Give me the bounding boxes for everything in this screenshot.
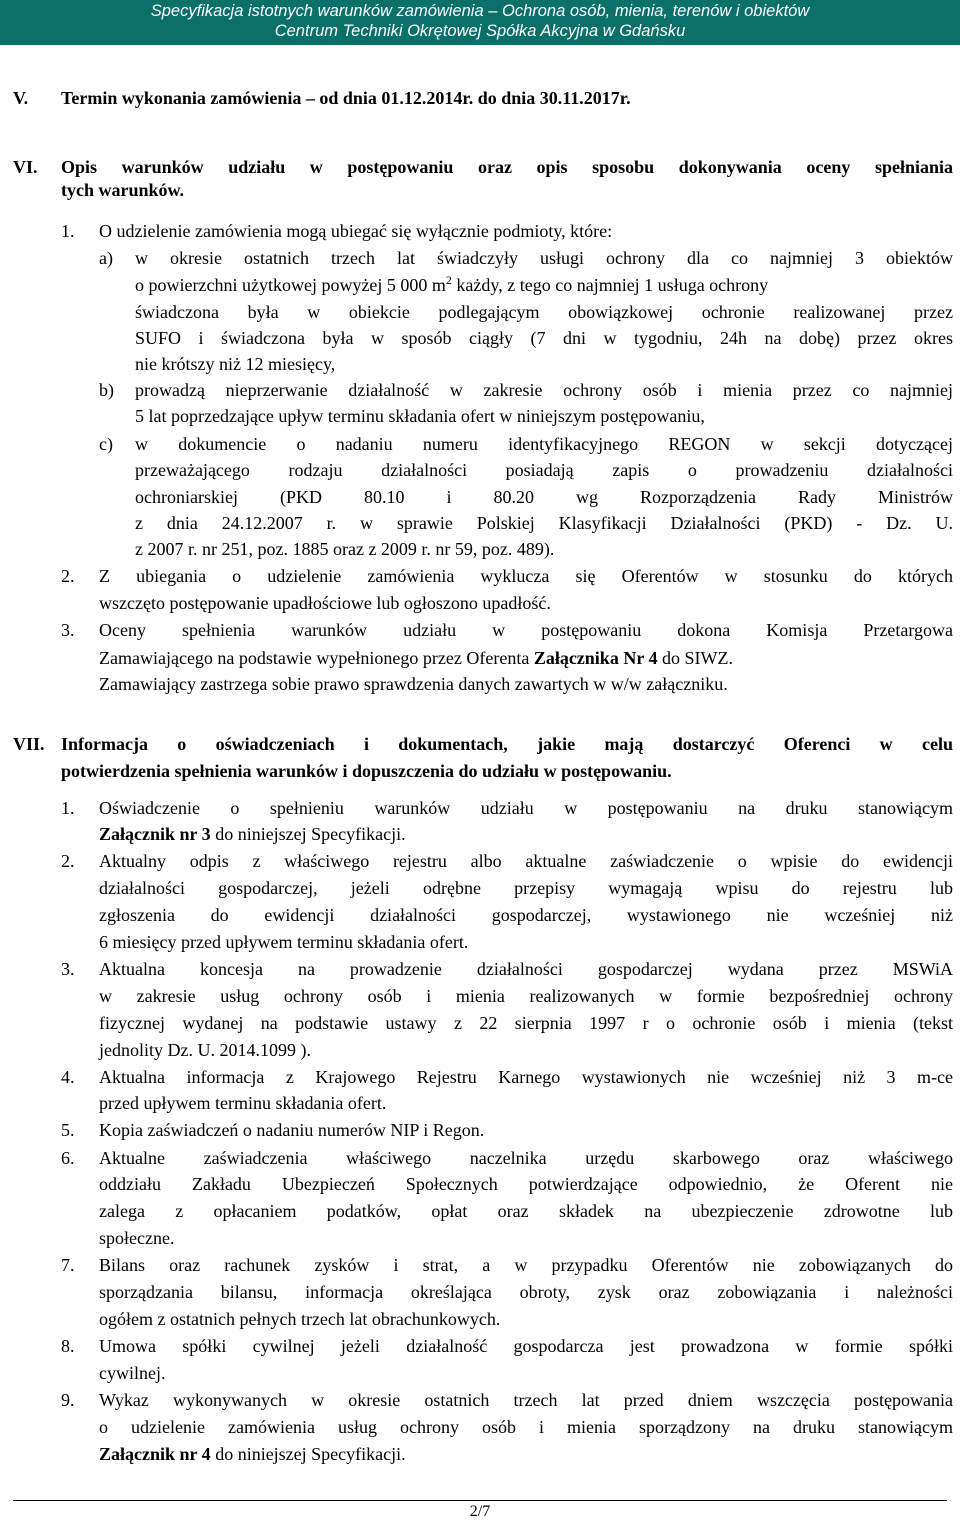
s6-item-1-text: O udzielenie zamówienia mogą ubiegać się wyłącznie podmioty, które: — [99, 221, 613, 241]
s6-item-1-number: 1. — [61, 221, 75, 241]
s6-item-1b-line-2: 5 lat poprzedzające upływ terminu składania ofert w niniejszym postępowaniu, — [135, 406, 705, 426]
s7-item-2-line-2: działalności gospodarczej, jeżeli odrębne przepisy wymagają wpisu do rejestru lub — [99, 878, 953, 898]
section-6-number: VI. — [13, 157, 38, 177]
section-6-title-line-1: Opis warunków udziału w postępowaniu oraz opis sposobu dokonywania oceny spełniania — [61, 157, 953, 177]
s7-item-9-line-2: o udzielenie zamówienia usług ochrony osób i mienia sporządzony na druku stanowiącym — [99, 1417, 953, 1437]
s6-item-1a-line-2-part-1: o powierzchni użytkowej powyżej 5 000 m — [135, 275, 446, 295]
s6-item-1c-line-2: przeważającego rodzaju działalności posiadają zapis o prowadzeniu działalności — [135, 460, 953, 480]
s7-item-4-number: 4. — [61, 1067, 75, 1087]
s6-item-3-line-2-part-1: Zamawiającego na podstawie wypełnionego przez Oferenta — [99, 648, 534, 668]
s7-item-3-number: 3. — [61, 959, 75, 979]
s7-item-2-line-3: zgłoszenia do ewidencji działalności gospodarczej, wystawionego nie wcześniej niż — [99, 905, 953, 925]
attachment-4-reference: Załącznika Nr 4 — [533, 648, 658, 668]
s6-item-1c-line-1: w dokumencie o nadaniu numeru identyfikacyjnego REGON w sekcji dotyczącej — [135, 434, 953, 454]
s7-item-2-line-4: 6 miesięcy przed upływem terminu składania ofert. — [99, 932, 469, 952]
s7-item-1-line-2-part-2: do niniejszej Specyfikacji. — [210, 824, 406, 844]
s6-item-1c-line-4: z dnia 24.12.2007 r. w sprawie Polskiej Klasyfikacji Działalności (PKD) - Dz. U. — [135, 513, 953, 533]
superscript-2: 2 — [445, 273, 452, 287]
s7-item-4-line-2: przed upływem terminu składania ofert. — [99, 1093, 387, 1113]
s7-item-1-number: 1. — [61, 798, 75, 818]
s7-item-5-number: 5. — [61, 1120, 75, 1140]
s6-item-1a-label: a) — [99, 248, 113, 268]
s6-item-1c-line-5: z 2007 r. nr 251, poz. 1885 oraz z 2009 r. nr 59, poz. 489). — [135, 539, 555, 559]
s7-item-9-line-1: Wykaz wykonywanych w okresie ostatnich trzech lat przed dniem wszczęcia postępowania — [99, 1390, 953, 1410]
s7-item-6-line-2: oddziału Zakładu Ubezpieczeń Społecznych potwierdzające odpowiednio, że Oferent nie — [99, 1174, 953, 1194]
s6-item-1a-line-5: nie krótszy niż 12 miesięcy, — [135, 354, 336, 374]
s6-item-3-line-2-part-3: do SIWZ. — [657, 648, 733, 668]
s6-item-2-number: 2. — [61, 566, 75, 586]
s7-item-3-line-3: fizycznej wydanej na podstawie ustawy z 22 sierpnia 1997 r o ochronie osób i mienia (tekst — [99, 1013, 953, 1033]
s7-item-3-line-4: jednolity Dz. U. 2014.1099 ). — [99, 1040, 311, 1060]
s6-item-2-line-1: Z ubiegania o udzielenie zamówienia wyklucza się Oferentów w stosunku do których — [99, 566, 953, 586]
s7-item-2-line-1: Aktualny odpis z właściwego rejestru albo aktualne zaświadczenie o wpisie do ewidencji — [99, 851, 953, 871]
section-7-title-line-2: potwierdzenia spełnienia warunków i dopuszczenia do udziału w postępowaniu. — [61, 761, 672, 781]
s7-item-9-line-3 — [99, 1441, 406, 1467]
s6-item-3-line-2 — [99, 645, 733, 671]
s6-item-1a-line-4: SUFO i świadczona była w sposób ciągły (7 dni w tygodniu, 24h na dobę) przez okres — [135, 328, 953, 348]
header-line-2: Centrum Techniki Okrętowej Spółka Akcyjna w Gdańsku — [274, 22, 686, 40]
s6-item-2-line-2: wszczęto postępowanie upadłościowe lub ogłoszono upadłość. — [99, 593, 551, 613]
s6-item-1a-line-1: w okresie ostatnich trzech lat świadczyły usługi ochrony dla co najmniej 3 obiektów — [135, 248, 953, 268]
s6-item-1c-line-3: ochroniarskiej (PKD 80.10 i 80.20 wg Rozporządzenia Rady Ministrów — [135, 487, 953, 507]
section-6-title-line-2: tych warunków. — [61, 180, 185, 200]
s7-item-6-line-4: społeczne. — [99, 1228, 175, 1248]
s7-item-1-line-1: Oświadczenie o spełnieniu warunków udziału w postępowaniu na druku stanowiącym — [99, 798, 953, 818]
s6-item-3-number: 3. — [61, 620, 75, 640]
s7-item-7-line-1: Bilans oraz rachunek zysków i strat, a w przypadku Oferentów nie zobowiązanych do — [99, 1255, 953, 1275]
s6-item-1a-line-3: świadczona była w obiekcie podlegającym obowiązkowej ochronie realizowanej przez — [135, 302, 953, 322]
s7-item-6-line-3: zalega z opłacaniem podatków, opłat oraz składek na ubezpieczenie zdrowotne lub — [99, 1201, 953, 1221]
s6-item-3-line-3: Zamawiający zastrzega sobie prawo sprawdzenia danych zawartych w w/w załączniku. — [99, 674, 728, 694]
s7-item-8-line-1: Umowa spółki cywilnej jeżeli działalność gospodarcza jest prowadzona w formie spółki — [99, 1336, 953, 1356]
s7-item-9-line-3-part-2: do niniejszej Specyfikacji. — [210, 1444, 406, 1464]
s6-item-1b-line-1: prowadzą nieprzerwanie działalność w zakresie ochrony osób i mienia przez co najmniej — [135, 380, 953, 400]
s7-item-6-number: 6. — [61, 1148, 75, 1168]
s7-item-5-line-1: Kopia zaświadczeń o nadaniu numerów NIP i Regon. — [99, 1120, 485, 1140]
header-line-1: Specyfikacja istotnych warunków zamówienia – Ochrona osób, mienia, terenów i obiektów — [150, 2, 810, 20]
document-header — [0, 0, 960, 45]
s7-item-8-line-2: cywilnej. — [99, 1363, 166, 1383]
s7-item-6-line-1: Aktualne zaświadczenia właściwego naczelnika urzędu skarbowego oraz właściwego — [99, 1148, 953, 1168]
s7-item-3-line-2: w zakresie usług ochrony osób i mienia realizowanych w formie bezpośredniej ochrony — [99, 986, 953, 1006]
s7-item-3-line-1: Aktualna koncesja na prowadzenie działalności gospodarczej wydana przez MSWiA — [99, 959, 953, 979]
s7-item-8-number: 8. — [61, 1336, 75, 1356]
section-7-title-line-1: Informacja o oświadczeniach i dokumentach, jakie mają dostarczyć Oferenci w celu — [61, 734, 953, 754]
s6-item-3-line-1: Oceny spełnienia warunków udziału w postępowaniu dokona Komisja Przetargowa — [99, 620, 953, 640]
section-5-number: V. — [13, 88, 29, 108]
page-number: 2/7 — [469, 1503, 491, 1520]
section-7-number: VII. — [13, 734, 45, 754]
s7-item-7-number: 7. — [61, 1255, 75, 1275]
s7-item-1-line-2 — [99, 821, 406, 847]
s7-item-7-line-3: ogółem z ostatnich pełnych trzech lat obrachunkowych. — [99, 1309, 501, 1329]
s7-item-4-line-1: Aktualna informacja z Krajowego Rejestru Karnego wystawionych nie wcześniej niż 3 m-ce — [99, 1067, 953, 1087]
s6-item-1a-line-2-part-2: każdy, z tego co najmniej 1 usługa ochrony — [451, 275, 769, 295]
s7-item-9-number: 9. — [61, 1390, 75, 1410]
section-5-title: Termin wykonania zamówienia – od dnia 01.12.2014r. do dnia 30.11.2017r. — [61, 88, 631, 108]
attachment-4-reference-2: Załącznik nr 4 — [99, 1444, 211, 1464]
attachment-3-reference: Załącznik nr 3 — [99, 824, 211, 844]
s6-item-1b-label: b) — [99, 380, 114, 400]
footer-divider — [13, 1500, 947, 1501]
s7-item-2-number: 2. — [61, 851, 75, 871]
s6-item-1c-label: c) — [99, 434, 113, 454]
s7-item-7-line-2: sporządzania bilansu, informacja określająca obroty, zysk oraz zobowiązania i należności — [99, 1282, 953, 1302]
s6-item-1a-line-2 — [135, 272, 768, 298]
